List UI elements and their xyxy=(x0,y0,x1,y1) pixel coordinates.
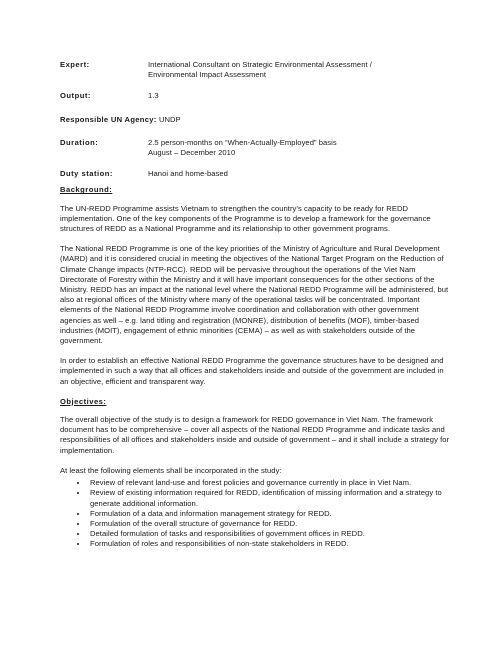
duty-station-row xyxy=(60,169,450,179)
terms-of-reference xyxy=(60,60,450,550)
duration-value-line: 2.5 person-months on “When-Actually-Employed” basis xyxy=(148,137,337,147)
background-paragraph: The UN-REDD Programme assists Vietnam to strengthen the country’s capacity to be ready for REDD implementation. One of the key components of the Programme is to develop a framework for the governance structures of REDD as a National Programme and its relationship to other government programs. xyxy=(60,203,431,234)
output-value: 1.3 xyxy=(148,91,159,101)
expert-label: Expert: xyxy=(60,60,90,69)
objectives-heading: Objectives: xyxy=(60,396,107,406)
list-item: • Review of relevant land-use and forest policies and governance currently in place in Viet Nam. xyxy=(88,478,450,488)
duration-value-line: August – December 2010 xyxy=(148,148,236,158)
list-item: • Review of existing information required for REDD, identification of missing information and a strategy to generate additional information. xyxy=(88,488,450,508)
duration-label: Duration: xyxy=(60,137,99,147)
list-item: • Formulation of a data and information management strategy for REDD. xyxy=(88,509,450,519)
expert-value-line: Environmental Impact Assessment xyxy=(148,70,267,80)
expert-value xyxy=(148,60,450,80)
list-item: • Formulation of roles and responsibilities of non-state stakeholders in REDD. xyxy=(88,539,450,549)
objectives-list xyxy=(60,478,450,549)
duty-station-value: Hanoi and home-based xyxy=(148,169,228,179)
background-paragraph: The National REDD Programme is one of the key priorities of the Ministry of Agriculture and Rural Development (MARD) and it is considered crucial in meeting the objectives of the National Target Program on the Reduction of Climate Change impacts (NTP-RCC). REDD will be pervasive throughout the operations of the Viet Nam Directorate of Forestry within the Ministry and it will have important consequences for the other sections of the Ministry. REDD has an impact at the national level where the National REDD Programme will be administered, but also at regional offices of the Ministry where many of the operational tasks will be concentrated. Important elements of the National REDD Programme involve coordination and collaboration with other government agencies as well – e.g. land titling and registration (MONRE), distribution of benefits (MOF), timber-based industries (MOIT), engagement of ethnic minorities (CEMA) – as well as with stakeholders outside of the government. xyxy=(60,244,449,346)
duty-station-label: Duty station: xyxy=(60,169,113,179)
background-heading: Background: xyxy=(60,185,113,195)
expert-value-line: International Consultant on Strategic Environmental Assessment / xyxy=(148,60,372,69)
objectives-lead: At least the following elements shall be incorporated in the study: xyxy=(60,465,282,475)
list-item: • Detailed formulation of tasks and responsibilities of government offices in REDD. xyxy=(88,529,450,539)
expert-row xyxy=(60,60,450,80)
agency-value: UNDP xyxy=(159,114,181,124)
agency-label: Responsible UN Agency: xyxy=(60,114,157,124)
output-label: Output: xyxy=(60,91,91,101)
list-item: • Formulation of the overall structure of governance for REDD. xyxy=(88,519,450,529)
background-paragraph: In order to establish an effective National REDD Programme the governance structures have to be designed and implemented in such a way that all offices and stakeholders inside and outside of the government are included in an objective, efficient and transparent way. xyxy=(60,356,444,386)
agency-row xyxy=(60,115,450,125)
duration-value xyxy=(148,138,450,158)
objectives-paragraph: The overall objective of the study is to design a framework for REDD governance in Viet Nam. The framework document has to be comprehensive – cover all aspects of the National REDD Programme and indicate tasks and responsibilities of all offices and stakeholders inside and outside of government – and it shall include a strategy for implementation. xyxy=(60,415,450,455)
output-row xyxy=(60,91,450,101)
duration-row xyxy=(60,138,450,158)
